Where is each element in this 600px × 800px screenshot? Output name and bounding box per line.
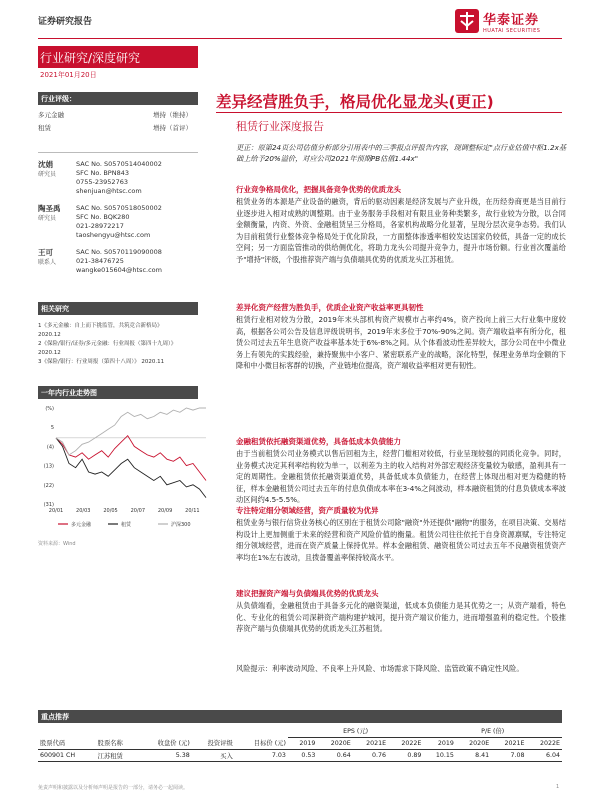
section-heading: 差异化资产经营为胜负手，优质企业资产收益率更具韧性 <box>236 303 424 312</box>
rating-value: 增持（维持） <box>153 111 192 119</box>
recommend-table <box>38 725 562 762</box>
page-number: 1 <box>556 784 560 790</box>
table-header: 2019 <box>423 737 455 749</box>
analyst-role: 联系人 <box>38 259 57 266</box>
report-category: 行业研究/深度研究 <box>38 46 198 68</box>
analyst-line: SAC No. S0570514040002 <box>76 160 162 168</box>
table-cell: 6.04 <box>527 749 562 761</box>
related-date: 2020.12 <box>38 350 61 356</box>
table-cell: 5.38 <box>139 749 192 761</box>
header-divider <box>38 38 562 39</box>
section-heading: 建议把握资产端与负债端具优势的优质龙头 <box>236 589 379 598</box>
analyst-info <box>76 160 162 196</box>
section-body: 租赁业务的本源是产业设备的融资，背后的驱动因素是经济发展与产业升级，在历经券商更是当目前行业逐步进入相对成熟的调整期。由于业务服务手段相对有限且业务种类繁多，故行业较为分散，以合同金额衡量，内资、外资、金融租赁呈三分格局，各家机构战略分化显著，呈现分层次竞争态势。我们认为目前租赁行业整体竞争格局处于优化阶段，一方面整体渗透率相较发达国家仍较低，具备一定的成长空间；另一方面监管推动的供给侧优化，将助力龙头公司提升竞争力，提升市场份额。行业首次覆盖给予"增持"评级，个股推荐资产端与负债端具优势的优质龙头江苏租赁。 <box>236 197 566 264</box>
x-tick-label: 20/05 <box>103 508 118 514</box>
section-body: 由于当前租赁公司业务模式以售后回租为主，经营门槛相对较低，行业呈现较强的同质化竞争。同时，业务模式决定其利率结构较为单一，以利差为主的收入结构对外部宏观经济变量较为敏感，盈利具有一定的周期性。金融租赁依托融资渠道优势，具备低成本负债能力，在经营上体现出相对更为稳健的特征，样本金融租赁公司过去五年的付息负债成本率在3-4%之间波动，样本融资租赁的付息负债成本率波动区间约4.5-5.5%。 <box>236 449 566 505</box>
x-tick-label: 20/01 <box>48 508 64 514</box>
rating-value: 增持（首评） <box>153 124 192 132</box>
section-heading: 金融租赁依托融资渠道优势，具备低成本负债能力 <box>236 437 401 446</box>
table-header: 股票名称 <box>96 737 139 749</box>
analyst-line: SFC No. BQK280 <box>76 213 130 221</box>
analyst-email[interactable]: shenjuan@htsc.com <box>76 187 142 195</box>
report-subtitle: 租赁行业深度报告 <box>236 120 324 133</box>
table-header: 投资评级 <box>192 737 235 749</box>
analyst-line: 021-38476725 <box>76 257 124 265</box>
y-tick-label: (22) <box>43 482 54 489</box>
table-cell: 600901 CH <box>38 749 96 761</box>
brand-en: HUATAI SECURITIES <box>483 27 541 34</box>
rating-table <box>38 110 198 136</box>
pe-label: P/E (倍) <box>423 725 562 737</box>
table-header: 2021E <box>491 737 526 749</box>
y-tick-label: (31) <box>43 502 54 508</box>
rating-header: 行业评级： <box>38 92 198 105</box>
analyst-line: SAC No. S0570518050002 <box>76 204 162 212</box>
analyst-name: 王可 <box>38 248 53 257</box>
analyst-name: 沈娟 <box>38 160 53 169</box>
rating-name: 租赁 <box>38 124 51 132</box>
table-cell: 0.64 <box>317 749 352 761</box>
y-tick-label: (%) <box>45 406 54 412</box>
table-header: 股票代码 <box>38 737 96 749</box>
table-header: 2020E <box>456 737 491 749</box>
related-item[interactable]: 1《多元金融：自上而下挑监管，共筑竞合新格局》 <box>38 323 163 329</box>
series-line <box>56 438 206 498</box>
table-group-row <box>38 725 562 737</box>
x-tick-label: 20/07 <box>130 508 146 514</box>
y-tick-label: 5 <box>50 425 54 432</box>
analyst-line: SFC No. BPN843 <box>76 169 129 177</box>
report-title: 差异经营胜负手，格局优化显龙头(更正) <box>216 93 494 111</box>
risk-note: 风险提示：利率波动风险、不良率上升风险、市场需求下降风险、监管政策不确定性风险。 <box>236 664 524 673</box>
analyst-info <box>76 248 162 275</box>
related-item[interactable]: 3《保险/银行：行业周报（第四十八周）》 <box>38 359 140 365</box>
table-header: 收盘价 (元) <box>139 737 192 749</box>
rating-row <box>38 110 198 123</box>
table-cell: 0.76 <box>353 749 388 761</box>
analyst-email[interactable]: taoshengyu@htsc.com <box>76 231 151 239</box>
analyst-email[interactable]: wangke015604@htsc.com <box>76 266 162 274</box>
chart-header: 一年内行业走势图 <box>38 386 198 399</box>
report-date: 2021年01月20日 <box>40 71 97 79</box>
table-cell: 0.89 <box>388 749 423 761</box>
section-heading: 行业竞争格局优化，把握具备竞争优势的优质龙头 <box>236 185 401 194</box>
analyst-line: 0755-23952763 <box>76 178 128 186</box>
huatai-logo-icon <box>455 9 479 33</box>
table-cell: 10.15 <box>423 749 455 761</box>
table-cell: 7.03 <box>235 749 288 761</box>
analyst-line: SAC No. S0570119090008 <box>76 248 162 256</box>
analyst-info <box>76 204 162 240</box>
chart-source: 资料来源：Wind <box>38 541 76 547</box>
analyst-line: 021-28972217 <box>76 222 124 230</box>
section-body: 租赁行业相对较为分散，2019年末头部机构资产规模市占率约4%，资产投向上前三大行业集中度较高，根据各公司公告及信息评级说明书，2019年末多位于70%-90%之间。资产端收益率有所分化，租赁公司过去五年生息资产收益率基本处于6%-8%之间。从个体看波动性差异较大，部分公司在中小微业务上有领先的实践经验，兼持聚焦中小客户、紧密联系产业的战略，深化特型，保理业务单均金额的下降和中小微目标客群的切换，产业链地位提高，资产端收益率相对更有韧性。 <box>236 315 566 371</box>
table-header: 2021E <box>353 737 388 749</box>
table-header: 2019 <box>288 737 317 749</box>
disclaimer-footer: 免责声明和披露以及分析师声明是报告的一部分，请务必一起阅读。 <box>38 785 189 791</box>
table-cell: 0.53 <box>288 749 317 761</box>
title-divider <box>216 112 562 113</box>
related-header: 相关研究 <box>38 302 198 315</box>
x-tick-label: 20/11 <box>185 508 200 514</box>
y-tick-label: (13) <box>43 463 54 470</box>
related-date: 2020.11 <box>141 359 165 365</box>
analyst-role: 研究员 <box>38 215 57 222</box>
series-line <box>56 408 206 455</box>
related-item[interactable]: 2《保险/银行/证券/多元金融：行业周报（第四十九周）》 <box>38 341 177 347</box>
table-cell: 江苏租赁 <box>96 749 139 761</box>
analyst-name: 陶圣禹 <box>38 204 61 213</box>
rating-divider <box>38 152 198 153</box>
table-header-row <box>38 737 562 749</box>
industry-trend-chart <box>38 400 208 540</box>
y-tick-label: (4) <box>46 444 54 451</box>
eps-label: EPS (元) <box>288 725 424 737</box>
table-row <box>38 749 562 761</box>
correction-note: 更正：原第24页公司估值分析部分引用表中的三季报点评报告内容，现调整标定"点行业估值中枢1.2x基础上给予20%溢价，对应公司2021年预期PB估值1.44x" <box>236 143 567 163</box>
rating-row <box>38 123 198 136</box>
table-cell: 买入 <box>192 749 235 761</box>
table-header: 目标价 (元) <box>235 737 288 749</box>
x-tick-label: 20/03 <box>76 508 91 514</box>
analyst-role: 研究员 <box>38 171 57 178</box>
table-header: 2020E <box>317 737 352 749</box>
legend-label: 多元金融 <box>71 522 92 528</box>
related-list <box>38 322 198 367</box>
legend-label: 租赁 <box>121 522 132 528</box>
related-date: 2020.12 <box>38 332 61 338</box>
recommend-header: 重点推荐 <box>38 710 562 723</box>
section-body: 从负债端看，金融租赁由于具备多元化的融资渠道，低成本负债能力是其优势之一；从资产端看，特色化、专业化的租赁公司深耕资产端构建护城河，提升资产端议价能力，进而增强盈利的稳定性。个股推荐资产端与负债端具优势的优质龙头江苏租赁。 <box>236 601 566 634</box>
section-body: 租赁业务与银行信贷业务核心的区别在于租赁公司除"融资"外还提供"融物"的服务，在项目决策、交易结构设计上更加侧重于未来的经营和资产风险价值的衡量。租赁公司往往依托于自身资源禀赋，专注特定细分领域经营，进而在资产质量上保持优异。样本金融租赁、融资租赁公司过去五年不良融资租赁资产率均在1%左右波动，且拨备覆盖率保持较高水平。 <box>236 518 566 562</box>
brand-cn: 华泰证券 <box>483 12 540 28</box>
brand-logo <box>455 6 567 36</box>
section-heading: 专注特定细分领域经营，资产质量较为优异 <box>236 506 379 515</box>
table-cell: 7.08 <box>491 749 526 761</box>
table-cell: 8.41 <box>456 749 491 761</box>
series-line <box>56 436 206 481</box>
table-header: 2022E <box>527 737 562 749</box>
legend-label: 沪深300 <box>171 522 191 528</box>
table-header: 2022E <box>388 737 423 749</box>
rating-name: 多元金融 <box>38 111 64 119</box>
x-tick-label: 20/09 <box>157 508 173 514</box>
report-type: 证券研究报告 <box>38 17 93 27</box>
